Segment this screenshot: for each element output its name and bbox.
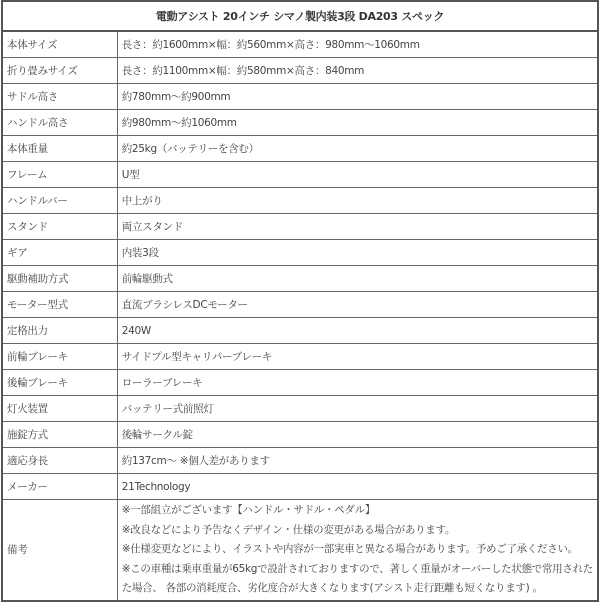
spec-value: 前輪駆動式 — [117, 266, 598, 292]
table-row — [2, 136, 598, 162]
table-row-notes — [2, 500, 598, 601]
spec-value: 21Technology — [117, 474, 598, 500]
spec-value: バッテリー式前照灯 — [117, 396, 598, 422]
spec-value: 長さ：約1100mm×幅：約580mm×高さ：840mm — [117, 58, 598, 84]
table-row — [2, 162, 598, 188]
table-row — [2, 396, 598, 422]
spec-label: 本体重量 — [2, 136, 117, 162]
spec-label: 施錠方式 — [2, 422, 117, 448]
spec-label: 適応身長 — [2, 448, 117, 474]
spec-value: ローラーブレーキ — [117, 370, 598, 396]
table-row — [2, 344, 598, 370]
spec-label: ギア — [2, 240, 117, 266]
note-line: た場合、 各部の消耗度合、劣化度合が大きくなります(アシスト走行距離も短くなります) 。 — [121, 582, 543, 594]
spec-value: U型 — [117, 162, 598, 188]
table-row — [2, 448, 598, 474]
table-row — [2, 240, 598, 266]
spec-value: 両立スタンド — [117, 214, 598, 240]
spec-value: 約980mm～約1060mm — [117, 110, 598, 136]
table-row — [2, 474, 598, 500]
spec-label: 定格出力 — [2, 318, 117, 344]
table-row — [2, 58, 598, 84]
spec-value: 内装3段 — [117, 240, 598, 266]
table-title: 電動アシスト 20インチ シマノ製内装3段 DA203 スペック — [2, 1, 598, 31]
table-row — [2, 370, 598, 396]
table-row — [2, 31, 598, 58]
spec-label: ハンドル高さ — [2, 110, 117, 136]
spec-value: 約137cm～ ※個人差があります — [117, 448, 598, 474]
spec-label: 備考 — [2, 500, 117, 601]
spec-value: 約25kg（バッテリーを含む） — [117, 136, 598, 162]
table-row — [2, 110, 598, 136]
spec-label: ハンドルバー — [2, 188, 117, 214]
spec-value: 直流ブラシレスDCモーター — [117, 292, 598, 318]
table-row — [2, 318, 598, 344]
notes-value — [117, 500, 598, 601]
note-line: ※一部組立がございます【ハンドル・サドル・ペダル】 — [121, 504, 376, 516]
spec-value: サイドプル型キャリパーブレーキ — [117, 344, 598, 370]
note-line: ※この車種は乗車重量が65kgで設計されておりますので、著しく重量がオーバーした状態で常用された — [121, 562, 593, 575]
table-row — [2, 292, 598, 318]
table-row — [2, 188, 598, 214]
spec-label: 灯火装置 — [2, 396, 117, 422]
spec-label: 前輪ブレーキ — [2, 344, 117, 370]
spec-label: 後輪ブレーキ — [2, 370, 117, 396]
spec-label: 折り畳みサイズ — [2, 58, 117, 84]
spec-label: 本体サイズ — [2, 31, 117, 58]
note-line: ※改良などにより予告なくデザイン・仕様の変更がある場合があります。 — [121, 523, 456, 536]
spec-value: 長さ：約1600mm×幅：約560mm×高さ：980mm～1060mm — [117, 31, 598, 58]
spec-label: サドル高さ — [2, 84, 117, 110]
note-line: ※仕様変更などにより、イラストや内容が一部実車と異なる場合があります。予めご了承ください。 — [121, 543, 578, 555]
table-row — [2, 84, 598, 110]
spec-value: 後輪サークル錠 — [117, 422, 598, 448]
spec-label: スタンド — [2, 214, 117, 240]
spec-label: メーカー — [2, 474, 117, 500]
spec-value: 240W — [117, 318, 598, 344]
table-row — [2, 266, 598, 292]
spec-label: モーター型式 — [2, 292, 117, 318]
spec-label: 駆動補助方式 — [2, 266, 117, 292]
spec-table — [1, 0, 599, 602]
table-row — [2, 422, 598, 448]
spec-value: 中上がり — [117, 188, 598, 214]
table-row — [2, 214, 598, 240]
spec-value: 約780mm～約900mm — [117, 84, 598, 110]
spec-label: フレーム — [2, 162, 117, 188]
